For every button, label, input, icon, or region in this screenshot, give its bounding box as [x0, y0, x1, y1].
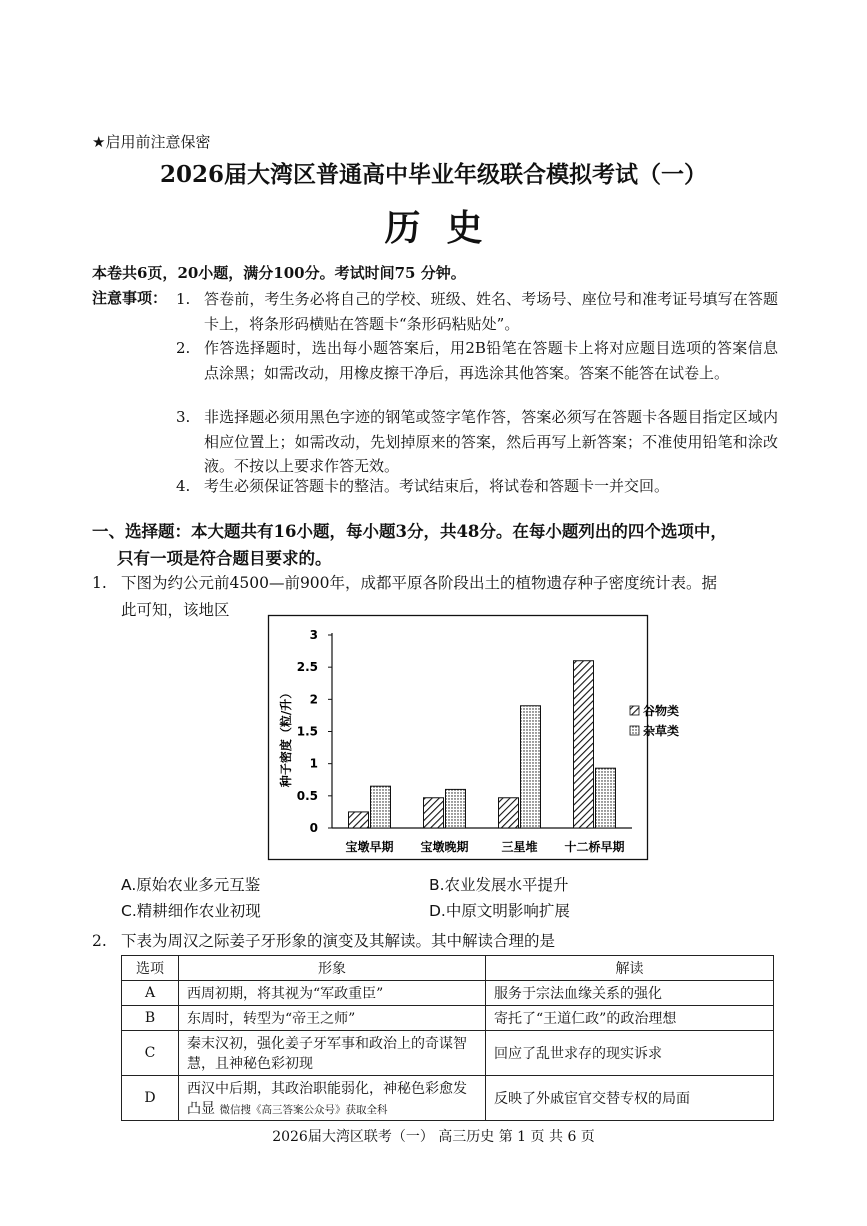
q2-row-image: 西周初期，将其视为“军政重臣” [179, 981, 486, 1006]
legend-swatch [630, 726, 639, 735]
y-tick-label: 2 [309, 692, 318, 707]
q2-row-image: 秦末汉初，强化姜子牙军事和政治上的奇谋智慧，且神秘色彩初现 [179, 1031, 486, 1076]
table-row [122, 1031, 774, 1076]
q2-number: 2. [92, 932, 107, 950]
section-heading-line1: 一、选择题：本大题共有16小题，每小题3分，共48分。在每小题列出的四个选项中， [92, 522, 727, 541]
bar-杂草类-十二桥早期 [596, 768, 616, 828]
subject-title: 历史 [384, 207, 509, 249]
q2-row-option: A [122, 981, 179, 1006]
x-tick-label: 十二桥早期 [564, 840, 625, 854]
q2-row-reading: 服务于宗法血缘关系的强化 [486, 981, 774, 1006]
q2-row-option: D [122, 1076, 179, 1121]
q2-table-header [122, 956, 774, 981]
page-footer: 2026届大湾区联考（一） 高三历史 第 1 页 共 6 页 [272, 1129, 595, 1145]
q1-option-b: B.农业发展水平提升 [429, 876, 569, 894]
confidential-notice: ★启用前注意保密 [92, 133, 211, 151]
legend-label: 杂草类 [643, 724, 680, 738]
q1-stem-line1: 下图为约公元前4500—前900年，成都平原各阶段出土的植物遗存种子密度统计表。据 [121, 574, 718, 592]
y-tick-label: 2.5 [296, 660, 318, 675]
q1-option-c: C.精耕细作农业初现 [121, 902, 261, 920]
table-row [122, 1006, 774, 1031]
q2-header-option: 选项 [122, 956, 179, 981]
q2-row-image-text: 西汉中后期，其政治职能弱化，神秘色彩愈发凸显 [187, 1081, 467, 1117]
q2-row-image [179, 1076, 486, 1121]
y-tick-label: 1 [309, 756, 318, 771]
y-tick-label: 3 [309, 628, 318, 642]
x-tick-label: 宝墩晚期 [420, 840, 469, 854]
q2-row-reading: 回应了乱世求存的现实诉求 [486, 1031, 774, 1076]
bar-杂草类-三星堆 [521, 706, 541, 828]
table-row [122, 981, 774, 1006]
q2-stem: 下表为周汉之际姜子牙形象的演变及其解读。其中解读合理的是 [121, 932, 556, 950]
q2-row-reading: 反映了外戚宦官交替专权的局面 [486, 1076, 774, 1121]
bar-谷物类-十二桥早期 [574, 661, 594, 828]
y-axis-label: 种子密度（粒/升） [279, 686, 293, 788]
bar-谷物类-宝墩晚期 [424, 798, 444, 828]
bar-杂草类-宝墩晚期 [446, 789, 466, 828]
legend-swatch [630, 706, 639, 715]
q1-option-d: D.中原文明影响扩展 [429, 902, 570, 920]
q1-option-a: A.原始农业多元互鉴 [121, 876, 261, 894]
bar-谷物类-宝墩早期 [349, 812, 369, 828]
q1-stem-line2: 此可知，该地区 [121, 601, 230, 619]
q2-header-reading: 解读 [486, 956, 774, 981]
y-tick-label: 0.5 [296, 788, 318, 803]
section-heading-line2: 只有一项是符合题目要求的。 [117, 549, 332, 568]
section-heading [92, 518, 782, 572]
q1-number: 1. [92, 574, 107, 592]
exam-title: 2026届大湾区普通高中毕业年级联合模拟考试（一） [159, 161, 707, 188]
bar-杂草类-宝墩早期 [371, 786, 391, 828]
table-row [122, 1076, 774, 1121]
watermark-text: 微信搜《高三答案公众号》获取全科 [219, 1104, 388, 1116]
q2-row-image: 东周时，转型为“帝王之师” [179, 1006, 486, 1031]
exam-info: 本卷共6页，20小题，满分100分。考试时间75 分钟。 [92, 264, 466, 282]
q2-header-image: 形象 [179, 956, 486, 981]
q2-row-option: C [122, 1031, 179, 1076]
x-tick-label: 三星堆 [501, 840, 538, 854]
y-tick-label: 1.5 [296, 724, 318, 739]
q2-row-option: B [122, 1006, 179, 1031]
x-tick-label: 宝墩早期 [345, 840, 394, 854]
bar-谷物类-三星堆 [499, 798, 519, 828]
notes-label: 注意事项： [92, 289, 168, 307]
q2-row-reading: 寄托了“王道仁政”的政治理想 [486, 1006, 774, 1031]
y-tick-label: 0 [309, 821, 318, 835]
seed-density-chart [268, 615, 680, 860]
legend-label: 谷物类 [643, 704, 680, 718]
q2-table [121, 955, 774, 1121]
